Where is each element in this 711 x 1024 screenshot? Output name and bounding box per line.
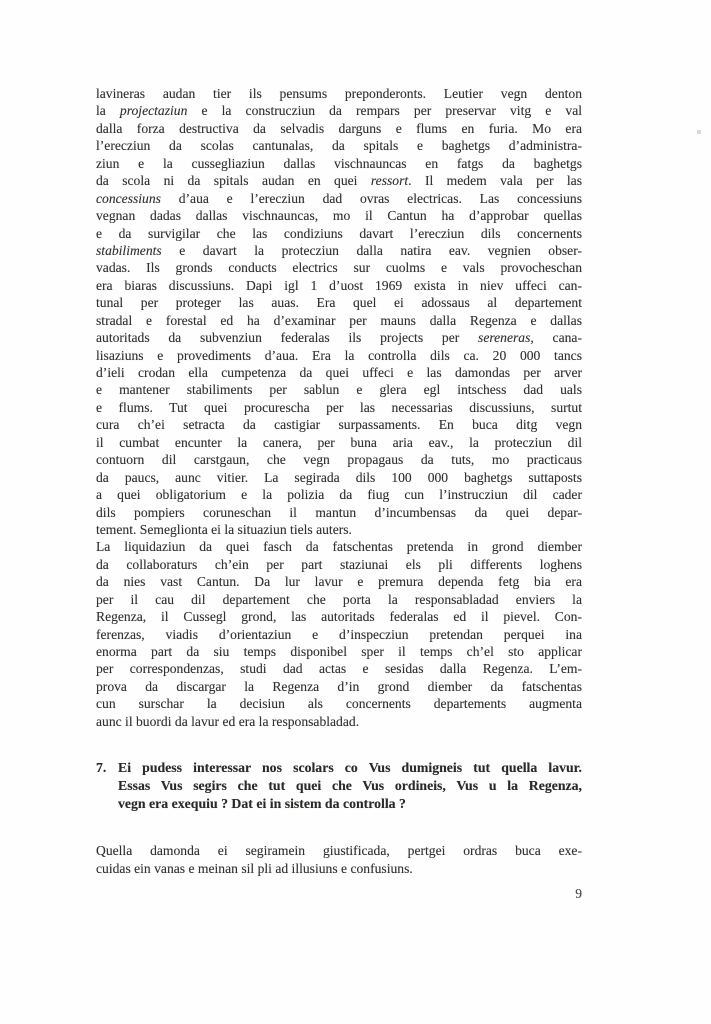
text-segment: cuidas ein vanas e meinan sil pli ad illusiuns e confusiuns. bbox=[96, 860, 413, 876]
text-segment: lavineras audan tier ils pensums preponderonts. Leutier vegn denton bbox=[96, 86, 582, 101]
text-line bbox=[96, 190, 582, 207]
text-line bbox=[96, 347, 582, 364]
text-line bbox=[96, 860, 582, 877]
text-segment: dils pompiers coruneschan il mantun d’incumbensas da quei depar- bbox=[96, 504, 582, 520]
text-segment: ziun e la cussegliaziun dallas vischnauncas en fatgs da baghetgs bbox=[96, 155, 582, 171]
scan-artifact-speck bbox=[697, 130, 701, 134]
text-line bbox=[96, 573, 582, 590]
text-line bbox=[96, 416, 582, 433]
italic-term: sereneras bbox=[478, 330, 531, 346]
italic-term: ressort bbox=[370, 173, 409, 189]
text-segment: . Il medem vala per las bbox=[408, 173, 582, 189]
text-line bbox=[96, 504, 582, 521]
text-line bbox=[96, 172, 582, 189]
text-line bbox=[96, 521, 582, 538]
text-line bbox=[96, 713, 582, 730]
text-segment: vegnan dadas dallas vischnauncas, mo il Cantun ha d’approbar quellas bbox=[96, 208, 582, 224]
text-segment: d’ieli crodan ella cumpetenza da quei uffeci e las damondas per arver bbox=[96, 365, 582, 380]
text-segment: e flums. Tut quei procurescha per las necessarias discussiuns, surtut bbox=[96, 399, 582, 415]
text-line bbox=[96, 137, 582, 154]
text-line bbox=[96, 434, 582, 451]
text-segment: tement. Semeglionta ei la situaziun tiels auters. bbox=[96, 521, 352, 537]
text-segment: la bbox=[96, 103, 120, 119]
text-segment: per il cau dil departement che porta la responsabladad enviers la bbox=[96, 591, 582, 607]
text-line bbox=[96, 294, 582, 311]
text-line bbox=[96, 678, 582, 695]
text-segment: per correspondenzas, studi dad actas e sesidas dalla Regenza. L’em- bbox=[96, 661, 582, 677]
text-segment: contuorn dil carstgaun, che vegn propagaus da tuts, mo practicaus bbox=[96, 452, 582, 468]
text-segment: vadas. Ils gronds conducts electrics sur cuolms e vals provocheschan bbox=[96, 260, 582, 276]
text-segment: prova da discargar la Regenza d’in grond diember da fatschentas bbox=[96, 678, 582, 694]
text-segment: d’aua e l’erecziun dad ovras electricas. Las concessiuns bbox=[160, 190, 582, 206]
italic-term: stabiliments bbox=[96, 242, 162, 258]
text-line bbox=[96, 85, 582, 102]
text-line bbox=[96, 259, 582, 276]
text-segment: aunc il buordi da lavur ed era la responsabladad. bbox=[96, 713, 360, 729]
question-number: 7. bbox=[96, 760, 107, 776]
page-number: 9 bbox=[575, 886, 582, 901]
text-segment: e la construcziun da rempars per preservar vitg e val bbox=[187, 103, 582, 119]
question-block bbox=[96, 759, 582, 812]
text-line bbox=[96, 591, 582, 608]
text-line bbox=[96, 538, 582, 555]
question-text bbox=[118, 759, 582, 812]
text-segment: , cana- bbox=[530, 330, 582, 346]
text-line bbox=[96, 469, 582, 486]
text-line bbox=[118, 777, 582, 795]
text-segment: da scola ni da spitals audan en quei bbox=[96, 173, 371, 189]
text-line bbox=[96, 626, 582, 643]
text-line bbox=[96, 364, 582, 381]
text-line bbox=[96, 277, 582, 294]
text-segment: da collaboraturs ch’ein per part staziunai els pli differents loghens bbox=[96, 556, 582, 572]
text-line bbox=[96, 556, 582, 573]
text-line bbox=[96, 608, 582, 625]
text-segment: lisaziuns e provediments d’aua. Era la controlla dils ca. 20 000 tancs bbox=[96, 347, 582, 363]
text-segment: tunal per proteger las auas. Era quel ei adossaus al departement bbox=[96, 295, 582, 311]
text-segment: Regenza, il Cussegl grond, las autoritads federalas ed il pievel. Con- bbox=[96, 609, 582, 625]
text-line bbox=[96, 399, 582, 416]
answer-paragraph bbox=[96, 842, 582, 877]
text-line bbox=[96, 242, 582, 259]
text-segment: cura ch’ei setracta da castigiar surpassaments. En buca ditg vegn bbox=[96, 417, 582, 433]
text-segment: stradal e forestal ed ha d’examinar per mauns dalla Regenza e dallas bbox=[96, 312, 582, 328]
text-line bbox=[96, 329, 582, 346]
text-line bbox=[96, 695, 582, 712]
text-line bbox=[96, 643, 582, 660]
text-line bbox=[96, 451, 582, 468]
text-segment: ferenzas, viadis d’orientaziun e d’inspecziun pretendan perquei ina bbox=[96, 626, 582, 642]
text-line bbox=[96, 225, 582, 242]
body-text bbox=[96, 85, 582, 877]
text-line bbox=[96, 381, 582, 398]
italic-term: concessiuns bbox=[96, 190, 161, 206]
text-segment: dalla forza destructiva da selvadis darguns e flums en furia. Mo era bbox=[96, 120, 582, 136]
paragraph-2 bbox=[96, 538, 582, 730]
text-segment: Quella damonda ei segiramein giustificada, pertgei ordras buca exe- bbox=[96, 843, 582, 859]
text-line bbox=[96, 102, 582, 119]
text-line bbox=[96, 312, 582, 329]
text-line bbox=[118, 759, 582, 777]
text-line bbox=[96, 660, 582, 677]
text-segment: Essas Vus segirs che tut quei che Vus ordineis, Vus u la Regenza, bbox=[118, 777, 582, 793]
text-line bbox=[96, 486, 582, 503]
text-segment: era biaras discussiuns. Dapi igl 1 d’uost 1969 exista in niev uffeci can- bbox=[96, 277, 582, 293]
text-segment: da paucs, aunc vitier. La segirada dils 100 000 baghetgs suttaposts bbox=[96, 469, 582, 485]
text-line bbox=[96, 120, 582, 137]
text-segment: e da survigilar che las condiziuns davart l’erecziun dils concernents bbox=[96, 225, 582, 241]
text-segment: a quei obligatorium e la polizia da fiug cun l’instrucziun dil cader bbox=[96, 487, 582, 503]
text-segment: vegn era exequiu ? Dat ei in sistem da controlla ? bbox=[118, 795, 406, 811]
text-segment: l’erecziun da scolas cantunalas, da spitals e baghetgs d’administra- bbox=[96, 138, 582, 154]
text-segment: da nies vast Cantun. Da lur lavur e premura dependa fetg bia era bbox=[96, 574, 582, 590]
text-line bbox=[118, 795, 582, 813]
text-segment: il cumbat encunter la canera, per buna aria eav., la protecziun dil bbox=[96, 434, 582, 450]
text-segment: Ei pudess interessar nos scolars co Vus dumigneis tut quella lavur. bbox=[118, 760, 582, 776]
text-segment: La liquidaziun da quei fasch da fatschentas pretenda in grond diember bbox=[96, 539, 582, 555]
paragraph-1 bbox=[96, 85, 582, 538]
text-line bbox=[96, 155, 582, 172]
text-line bbox=[96, 842, 582, 859]
text-segment: e mantener stabiliments per sablun e glera egl intschess dad uals bbox=[96, 382, 582, 398]
text-line bbox=[96, 207, 582, 224]
text-segment: cun surschar la decisiun als concernents departements augmenta bbox=[96, 696, 582, 712]
text-segment: enorma part da siu temps disponibel sper il temps ch’el sto applicar bbox=[96, 644, 582, 659]
text-segment: e davart la protecziun dalla natira eav. vegnien obser- bbox=[161, 242, 582, 258]
italic-term: projectaziun bbox=[119, 103, 188, 119]
text-segment: autoritads da subvenziun federalas ils projects per bbox=[96, 330, 479, 346]
